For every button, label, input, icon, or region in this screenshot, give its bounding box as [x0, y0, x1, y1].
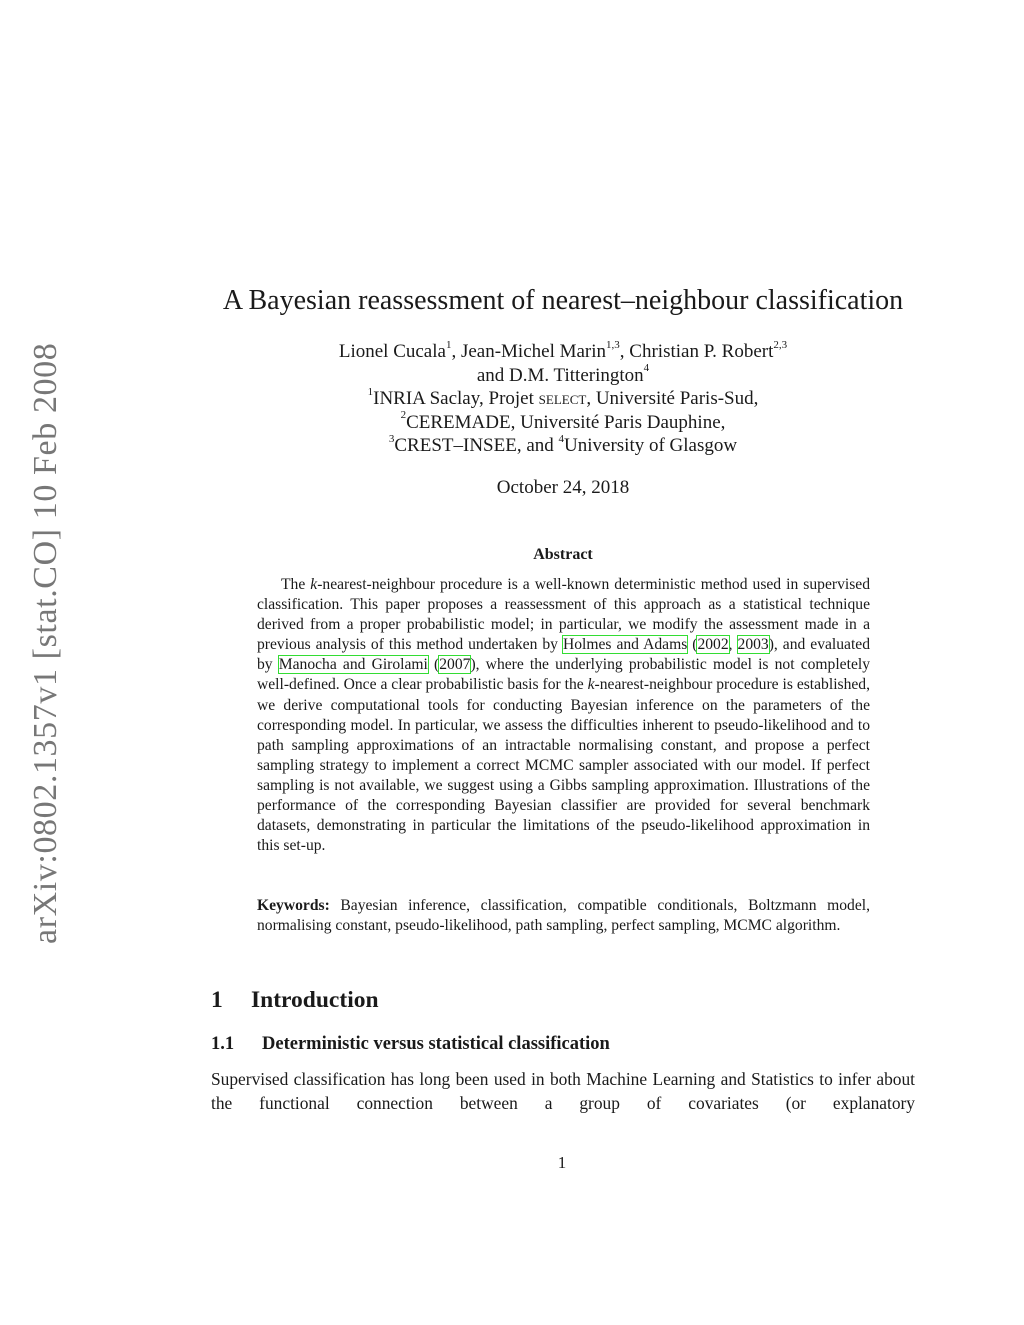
- abstract-text: ,: [728, 636, 738, 654]
- subsection-number: 1.1: [211, 1034, 235, 1054]
- author-name: , Jean-Michel Marin: [451, 341, 607, 362]
- abstract-body: [257, 575, 870, 856]
- citation-link-2003[interactable]: 2003: [737, 636, 769, 654]
- math-k: k: [587, 676, 595, 694]
- arxiv-identifier: arXiv:0802.1357v1 [stat.CO] 10 Feb 2008: [27, 342, 64, 944]
- affil-mark: 1: [367, 385, 374, 398]
- affil-mark: 3: [388, 432, 395, 445]
- affil-mark: 2: [400, 409, 407, 422]
- citation-link-manocha-girolami[interactable]: Manocha and Girolami: [278, 656, 428, 674]
- keywords-label: Keywords:: [257, 897, 330, 914]
- affil-project: select: [538, 388, 587, 409]
- keywords-text: Bayesian inference, classification, compatible conditionals, Boltzmann model, normalising constant, pseudo-likelihood, path sampling, perfect sampling, MCMC algorithm.: [257, 897, 870, 935]
- abstract-text: -nearest-neighbour procedure is established, we derive computational tools for conducting Bayesian inference on the parameters of the corresponding model. In particular, we assess the difficulties inherent to pseudo-likelihood and to path sampling approximations of an intractable normalising constant, and propose a perfect sampling strategy to implement a correct MCMC sampler associated with our model. If perfect sampling is not available, we suggest using a Gibbs sampling approximation. Illustrations of the performance of the corresponding Bayesian classifier are provided for several benchmark datasets, demonstrating in particular the limitations of the pseudo-likelihood approximation in this set-up.: [257, 676, 871, 855]
- section-title: Introduction: [251, 987, 379, 1013]
- affiliation-2: [211, 411, 915, 435]
- citation-link-holmes-adams[interactable]: Holmes and Adams: [562, 636, 688, 654]
- page-number: 1: [557, 1153, 567, 1172]
- author-name: , Christian P. Robert: [619, 341, 774, 362]
- author-affil-mark: 1,3: [606, 338, 620, 351]
- body-paragraph: Supervised classification has long been used in both Machine Learning and Statistics to infer about the functional connection between a group of covariates (or explanatory: [211, 1069, 915, 1113]
- math-k: k: [310, 576, 318, 593]
- affil-text: , Université Paris-Sud,: [586, 388, 759, 409]
- abstract-text: (: [687, 636, 698, 654]
- affil-text: INRIA Saclay, Projet: [373, 388, 539, 409]
- subsection-heading: [211, 1032, 610, 1056]
- paper-date: October 24, 2018: [496, 477, 630, 498]
- abstract-paragraph: [257, 575, 870, 856]
- subsection-title: Deterministic versus statistical classification: [262, 1034, 610, 1054]
- affil-text: CEREMADE, Université Paris Dauphine,: [406, 411, 726, 433]
- abstract-heading: Abstract: [533, 546, 593, 563]
- affiliation-3: [211, 434, 915, 458]
- author-affil-mark: 4: [643, 362, 650, 375]
- author-line-2: [211, 364, 915, 388]
- author-block: [211, 340, 915, 458]
- author-name: Lionel Cucala: [338, 341, 446, 362]
- author-line-1: [211, 340, 915, 364]
- affil-text: University of Glasgow: [564, 435, 738, 456]
- abstract-text: (: [427, 656, 440, 674]
- abstract-text: ), where the underlying probabilistic model is not completely well-defined. Once a clear probabilistic basis for the: [257, 656, 870, 694]
- section-number: 1: [211, 987, 223, 1013]
- citation-link-2007[interactable]: 2007: [439, 656, 471, 674]
- abstract-text: -nearest-neighbour procedure is a well-known deterministic method used in supervised classification. This paper proposes a reassessment of this approach as a statistical technique derived from a proper probabilistic model; in particular, we modify the assessment made in a previous analysis of this method undertaken by: [257, 576, 870, 654]
- section-heading-introduction: [211, 985, 379, 1015]
- author-name: and D.M. Titterington: [476, 364, 644, 386]
- citation-link-2002[interactable]: 2002: [697, 636, 729, 654]
- abstract-text: ), and evaluated by: [257, 636, 871, 674]
- affiliation-1: [211, 387, 915, 411]
- abstract-text: The: [281, 576, 311, 593]
- author-affil-mark: 2,3: [773, 338, 788, 351]
- affil-text: CREST–INSEE, and: [394, 435, 559, 456]
- paper-title: A Bayesian reassessment of nearest–neighbour classification: [222, 285, 904, 316]
- keywords: [257, 896, 870, 936]
- affil-mark: 4: [558, 432, 565, 445]
- author-affil-mark: 1: [445, 338, 452, 351]
